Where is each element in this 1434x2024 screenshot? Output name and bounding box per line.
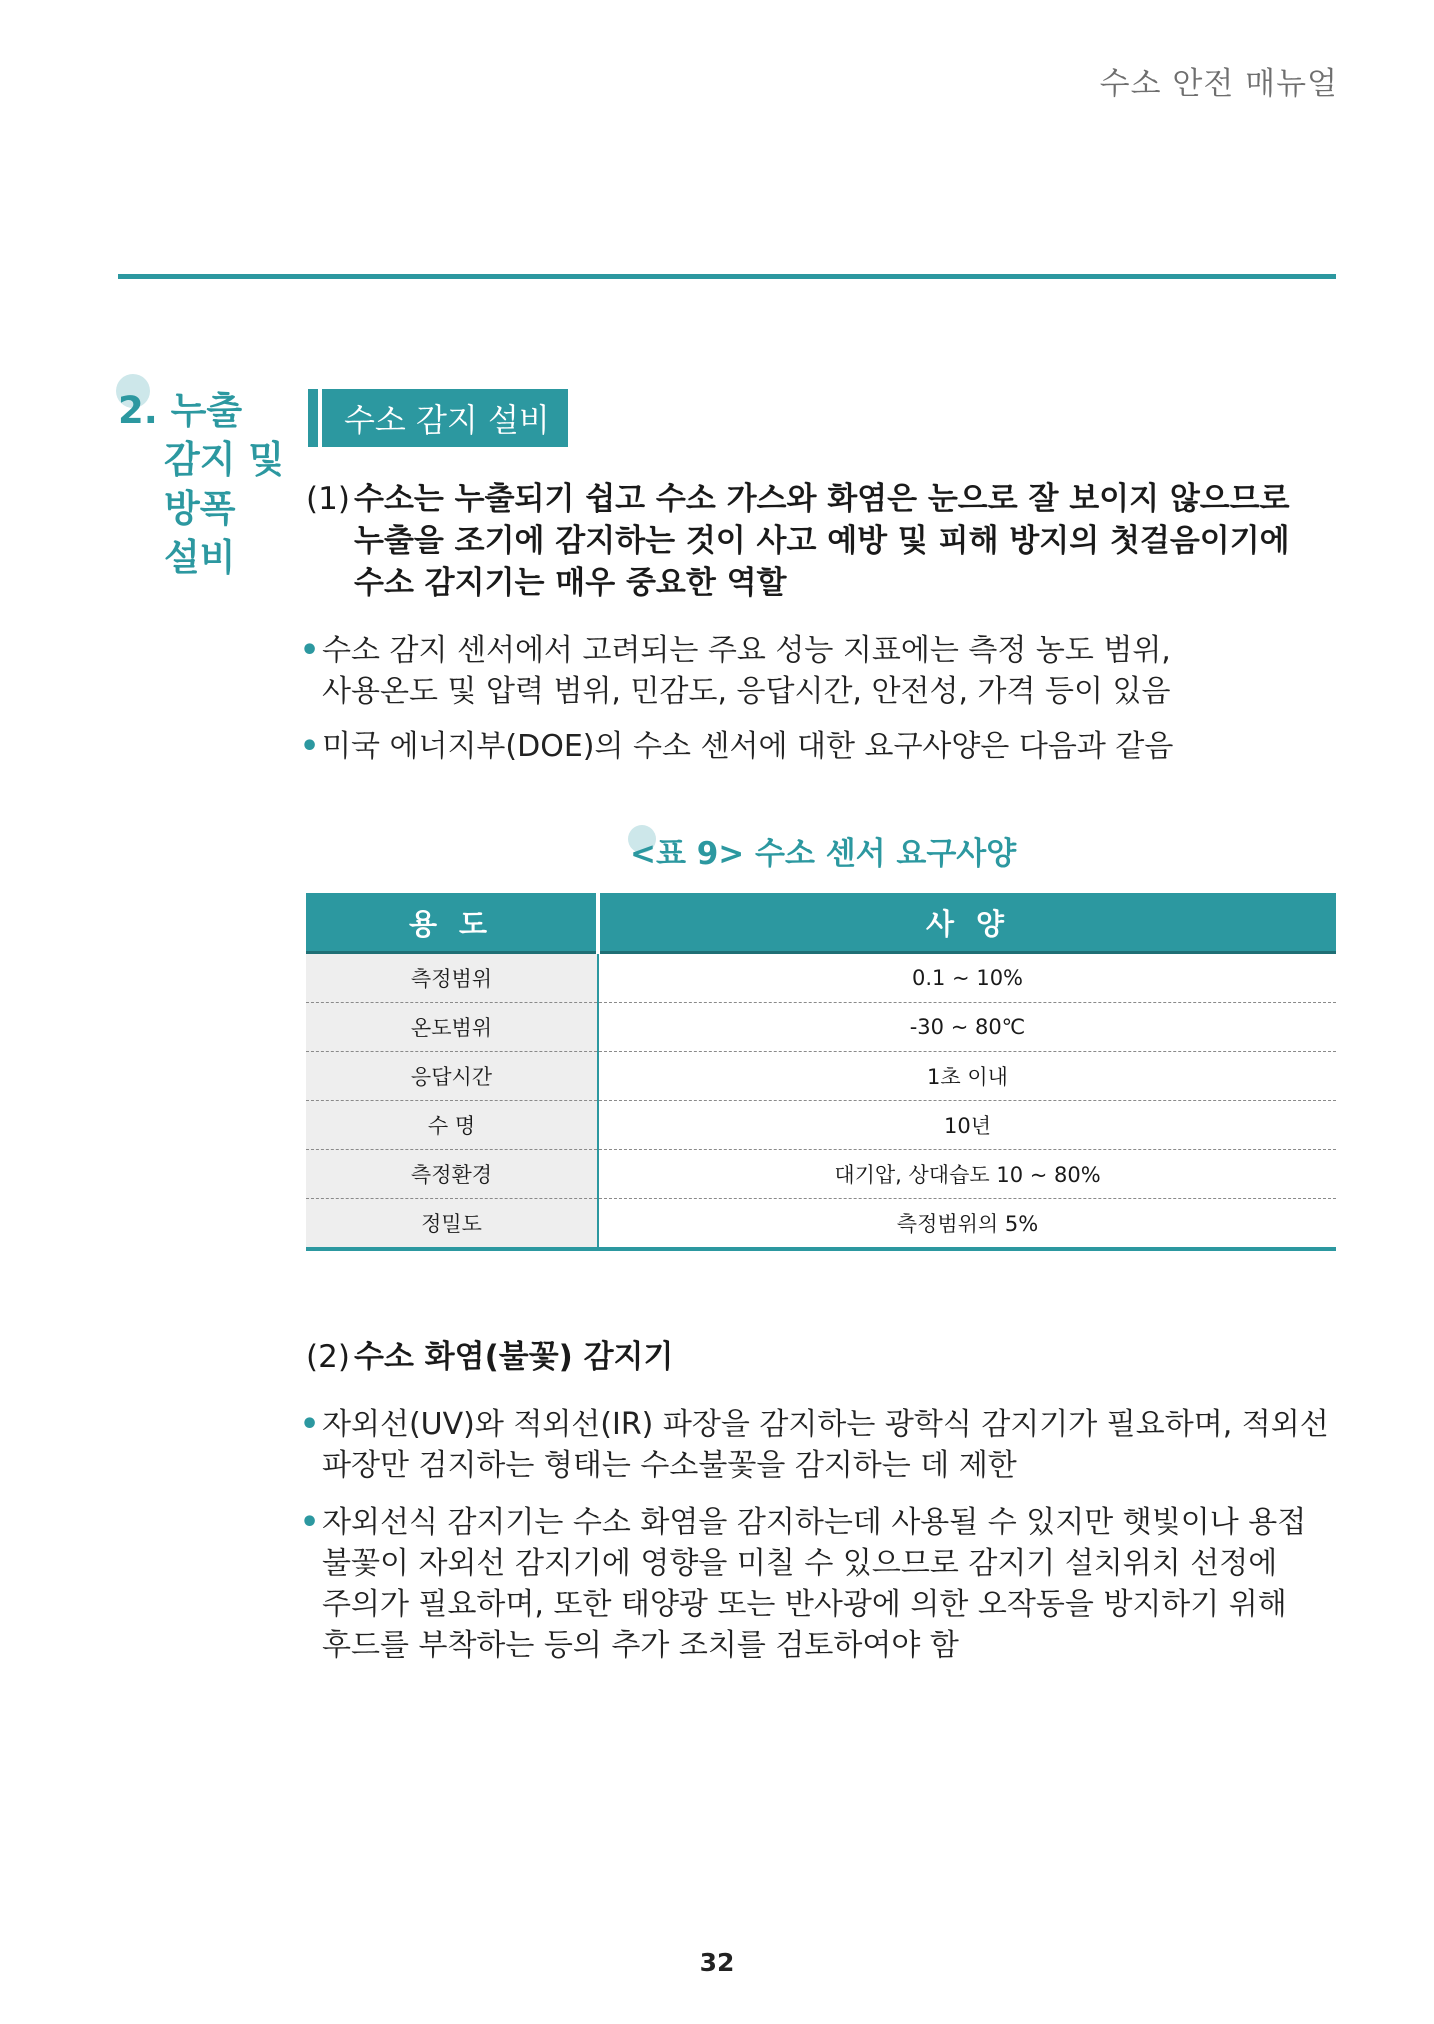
bullet-line: 불꽃이 자외선 감지기에 영향을 미칠 수 있으므로 감지기 설치위치 선정에 <box>322 1546 1278 1581</box>
header-divider <box>118 274 1336 279</box>
table-row <box>306 1199 1336 1250</box>
table-cell-usage: 수 명 <box>306 1101 598 1150</box>
bullet-line: 자외선(UV)와 적외선(IR) 파장을 감지하는 광학식 감지기가 필요하며, 적외선 <box>322 1407 1329 1442</box>
bullet-line: 자외선식 감지기는 수소 화염을 감지하는데 사용될 수 있지만 햇빛이나 용접 <box>322 1505 1307 1540</box>
section-heading-box <box>318 389 568 447</box>
item-1-line-3: 수소 감지기는 매우 중요한 역할 <box>354 565 787 601</box>
table-header-row <box>306 893 1336 953</box>
bullet-line: 수소 감지 센서에서 고려되는 주요 성능 지표에는 측정 농도 범위, <box>322 633 1171 668</box>
item-2-number: (2) <box>306 1339 350 1375</box>
bullet-icon: • <box>300 729 320 764</box>
item-1 <box>306 478 1346 604</box>
bullet-item <box>300 630 1350 712</box>
table-header-usage: 용 도 <box>306 893 598 953</box>
bullet-icon: • <box>300 1407 320 1442</box>
table-cell-usage: 응답시간 <box>306 1052 598 1101</box>
chapter-title-line-3: 방폭 <box>164 487 236 530</box>
table-cell-usage: 온도범위 <box>306 1003 598 1052</box>
chapter-heading <box>118 386 288 582</box>
table-cell-spec: 10년 <box>598 1101 1336 1150</box>
table-cell-spec: 0.1 ~ 10% <box>598 953 1336 1003</box>
table-header-spec: 사 양 <box>598 893 1336 953</box>
chapter-title-line-1: 2. 누출 <box>118 389 243 432</box>
chapter-title-line-4: 설비 <box>164 536 236 579</box>
item-2-title: 수소 화염(불꽃) 감지기 <box>354 1339 674 1375</box>
bullet-item <box>300 1404 1350 1486</box>
chapter-title-line-2: 감지 및 <box>164 438 285 481</box>
table-cell-spec: 측정범위의 5% <box>598 1199 1336 1250</box>
bullet-line: 미국 에너지부(DOE)의 수소 센서에 대한 요구사양은 다음과 같음 <box>322 729 1174 764</box>
table-row <box>306 1003 1336 1052</box>
running-header: 수소 안전 매뉴얼 <box>1099 66 1338 102</box>
bullet-item <box>300 726 1350 767</box>
spec-table <box>306 893 1336 1251</box>
bullet-icon: • <box>300 633 320 668</box>
item-1-line-1: 수소는 누출되기 쉽고 수소 가스와 화염은 눈으로 잘 보이지 않으므로 <box>354 481 1290 517</box>
bullet-icon: • <box>300 1505 320 1540</box>
table-cell-usage: 측정환경 <box>306 1150 598 1199</box>
table-cell-spec: 대기압, 상대습도 10 ~ 80% <box>598 1150 1336 1199</box>
table-caption <box>630 828 1016 873</box>
bullet-item <box>300 1502 1350 1666</box>
table-row <box>306 1150 1336 1199</box>
bullet-line: 후드를 부착하는 등의 추가 조치를 검토하여야 함 <box>322 1628 959 1663</box>
page-number: 32 <box>699 1948 735 1977</box>
table-cell-spec: -30 ~ 80℃ <box>598 1003 1336 1052</box>
item-1-number: (1) <box>306 481 350 517</box>
item-2 <box>306 1336 1346 1378</box>
table-caption-text: <표 9> 수소 센서 요구사양 <box>630 836 1017 872</box>
bullet-line: 파장만 검지하는 형태는 수소불꽃을 감지하는 데 제한 <box>322 1448 1017 1483</box>
bullet-line: 주의가 필요하며, 또한 태양광 또는 반사광에 의한 오작동을 방지하기 위해 <box>322 1587 1287 1622</box>
table-cell-spec: 1초 이내 <box>598 1052 1336 1101</box>
table-row <box>306 953 1336 1003</box>
table-cell-usage: 측정범위 <box>306 953 598 1003</box>
section-heading: 수소 감지 설비 <box>344 401 550 439</box>
table-row <box>306 1052 1336 1101</box>
section-marker-bar <box>308 389 318 447</box>
table-row <box>306 1101 1336 1150</box>
item-1-line-2: 누출을 조기에 감지하는 것이 사고 예방 및 피해 방지의 첫걸음이기에 <box>354 523 1290 559</box>
bullet-line: 사용온도 및 압력 범위, 민감도, 응답시간, 안전성, 가격 등이 있음 <box>322 674 1171 709</box>
table-cell-usage: 정밀도 <box>306 1199 598 1250</box>
